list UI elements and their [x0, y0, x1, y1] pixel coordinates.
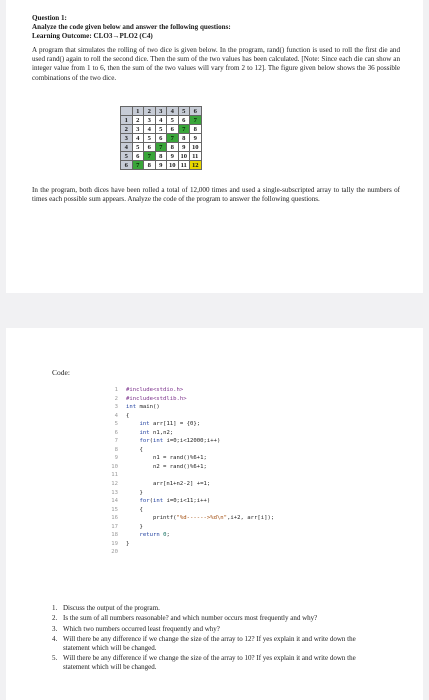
sum-cell: 6	[167, 125, 179, 134]
sum-cell: 6	[178, 116, 190, 125]
line-number: 20	[111, 549, 118, 556]
line-number: 13	[111, 489, 118, 496]
table-row	[121, 152, 202, 161]
sum-cell: 6	[144, 143, 156, 152]
table-header-cell: 5	[178, 107, 190, 116]
sum-cell: 5	[155, 125, 167, 134]
document-page-2	[6, 328, 423, 700]
code-token: (	[149, 498, 153, 505]
code-line	[104, 480, 274, 489]
sum-cell: 8	[167, 143, 179, 152]
row-header-cell: 2	[121, 125, 133, 134]
code-token: ;	[166, 532, 170, 539]
code-token: ,i+2, arr[i]);	[227, 515, 275, 522]
code-line	[104, 395, 274, 404]
code-token: int	[152, 438, 167, 445]
learning-outcome: Learning Outcome: CLO3→PLO2 (C4)	[32, 32, 153, 40]
line-number: 6	[114, 429, 118, 436]
sum-cell: 7	[190, 116, 202, 125]
sum-cell: 5	[144, 134, 156, 143]
row-header-cell: 1	[121, 116, 133, 125]
sum-cell: 7	[155, 143, 167, 152]
line-number: 14	[111, 498, 118, 505]
line-number: 19	[111, 540, 118, 547]
question-item	[52, 614, 378, 623]
line-number: 1	[114, 387, 118, 393]
sum-cell: 8	[178, 134, 190, 143]
code-line	[104, 489, 274, 498]
sum-cell: 4	[144, 125, 156, 134]
document-page-1	[6, 0, 423, 293]
question-list	[52, 604, 378, 673]
code-token: {	[139, 506, 143, 513]
sum-cell: 2	[132, 116, 144, 125]
code-line	[104, 463, 274, 472]
table-row	[121, 125, 202, 134]
code-line	[104, 514, 274, 523]
code-token: int	[152, 498, 167, 505]
code-token: printf(	[152, 515, 177, 522]
code-label: Code:	[52, 368, 70, 377]
line-number: 8	[114, 446, 118, 453]
row-header-cell: 5	[121, 152, 133, 161]
code-token: #include<stdlib.h>	[126, 395, 187, 402]
row-header-cell: 6	[121, 161, 133, 170]
code-line	[104, 531, 274, 540]
line-number: 2	[114, 395, 118, 402]
line-number: 7	[114, 438, 118, 445]
code-token: {	[126, 412, 130, 419]
code-token: i=0;i<11;i++)	[166, 498, 211, 505]
code-token: n1,n2;	[152, 429, 174, 436]
table-row	[121, 143, 202, 152]
code-line	[104, 471, 274, 480]
code-token: n1 = rand()%6+1;	[152, 455, 207, 462]
problem-description: A program that simulates the rolling of two dice is given below. In the program, rand() function is used to roll the first die and used rand() again to roll the second dice. Then the sum of the two values has been calculated. [Note: Since each die can show an integer value from 1 to 6, then the sum of the two values will vary from 2 to 12]. The figure given below shows the 36 possible combinations of the two dice.	[32, 46, 400, 82]
line-number: 12	[111, 481, 118, 488]
sum-cell: 8	[144, 161, 156, 170]
code-line	[104, 446, 274, 455]
code-line	[104, 420, 274, 429]
code-token: return	[139, 532, 164, 539]
code-line	[104, 523, 274, 532]
line-number: 3	[114, 404, 118, 411]
table-header-cell	[121, 107, 133, 116]
line-number: 5	[114, 421, 118, 428]
code-token: int	[126, 404, 140, 411]
code-token: arr[n1+n2-2] +=1;	[152, 481, 211, 488]
sum-cell: 4	[155, 116, 167, 125]
code-token: #include<stdio.h>	[126, 387, 184, 393]
question-item	[52, 635, 378, 652]
code-line	[104, 454, 274, 463]
code-line	[104, 412, 274, 421]
sum-cell: 10	[167, 161, 179, 170]
sum-cell: 7	[132, 161, 144, 170]
sum-cell: 6	[132, 152, 144, 161]
code-token: arr[11] = {0};	[152, 421, 201, 428]
sum-cell: 7	[167, 134, 179, 143]
question-heading: Question 1:	[32, 14, 67, 22]
sum-cell: 9	[178, 143, 190, 152]
table-header-cell: 6	[190, 107, 202, 116]
sum-cell: 11	[190, 152, 202, 161]
code-token: "%d------>%d\n"	[176, 515, 228, 522]
sum-cell: 11	[178, 161, 190, 170]
code-line	[104, 497, 274, 506]
table-row	[121, 134, 202, 143]
sum-cell: 7	[144, 152, 156, 161]
instruction-text: Analyze the code given below and answer the following questions:	[32, 23, 231, 31]
question-item	[52, 625, 378, 634]
code-token: }	[139, 523, 143, 530]
sum-cell: 3	[132, 125, 144, 134]
code-token: 0	[163, 532, 167, 539]
code-token: n2 = rand()%6+1;	[152, 463, 207, 470]
question-text: Which two numbers occurred least frequently and why?	[63, 624, 220, 633]
sum-cell: 12	[190, 161, 202, 170]
code-block	[104, 386, 274, 557]
question-number: 3.	[52, 624, 58, 633]
code-line	[104, 540, 274, 549]
table-header-row	[121, 107, 202, 116]
row-header-cell: 4	[121, 143, 133, 152]
question-number: 4.	[52, 634, 58, 643]
line-number: 16	[111, 515, 118, 522]
table-row	[121, 116, 202, 125]
sum-cell: 5	[132, 143, 144, 152]
line-number: 18	[111, 532, 118, 539]
table-header-cell: 4	[167, 107, 179, 116]
line-number: 4	[114, 412, 118, 419]
table-row	[121, 161, 202, 170]
sum-cell: 7	[178, 125, 190, 134]
code-token: (	[149, 438, 153, 445]
code-line	[104, 429, 274, 438]
sum-cell: 10	[178, 152, 190, 161]
sum-cell: 5	[167, 116, 179, 125]
question-item	[52, 604, 378, 613]
sum-cell: 3	[144, 116, 156, 125]
question-text: Is the sum of all numbers reasonable? and which number occurs most frequently and why?	[63, 614, 318, 623]
table-header-cell: 3	[155, 107, 167, 116]
sum-cell: 9	[190, 134, 202, 143]
question-text: Discuss the output of the program.	[63, 604, 160, 612]
code-line	[104, 548, 274, 557]
program-description: In the program, both dices have been rolled a total of 12,000 times and used a single-subscripted array to tally the numbers of times each possible sum appears. Analyze the code of the program to answer the following questions.	[32, 186, 400, 204]
code-line	[104, 403, 274, 412]
line-number: 9	[114, 455, 118, 462]
line-number: 10	[111, 463, 118, 470]
code-token: for	[139, 498, 150, 505]
table-header-cell: 2	[144, 107, 156, 116]
code-line	[104, 386, 274, 395]
code-token: {	[139, 446, 143, 453]
line-number: 15	[111, 506, 118, 513]
sum-cell: 6	[155, 134, 167, 143]
table-header-cell: 1	[132, 107, 144, 116]
code-line	[104, 506, 274, 515]
line-number: 11	[111, 472, 118, 479]
sum-cell: 9	[155, 161, 167, 170]
code-token: }	[139, 489, 143, 496]
question-number: 2.	[52, 614, 58, 623]
code-token: i=0;i<12000;i++)	[166, 438, 221, 445]
sum-cell: 9	[167, 152, 179, 161]
sum-cell: 10	[190, 143, 202, 152]
question-text: Will there be any difference if we change the size of the array to 12? If yes explain it and write down the statement which will be changed.	[63, 634, 356, 652]
question-text: Will there be any difference if we change the size of the array to 10? If yes explain it and write down the statement which will be changed.	[63, 653, 356, 671]
sum-cell: 8	[155, 152, 167, 161]
code-token: int	[139, 429, 153, 436]
sum-cell: 4	[132, 134, 144, 143]
sum-cell: 8	[190, 125, 202, 134]
code-token: int	[139, 421, 153, 428]
question-number: 5.	[52, 653, 58, 662]
question-number: 1.	[52, 604, 58, 612]
line-number: 17	[111, 523, 118, 530]
row-header-cell: 3	[121, 134, 133, 143]
code-token: for	[139, 438, 150, 445]
code-token: }	[126, 540, 130, 547]
code-token: main()	[139, 404, 160, 411]
code-line	[104, 437, 274, 446]
dice-combinations-table	[120, 106, 202, 170]
question-item	[52, 654, 378, 671]
